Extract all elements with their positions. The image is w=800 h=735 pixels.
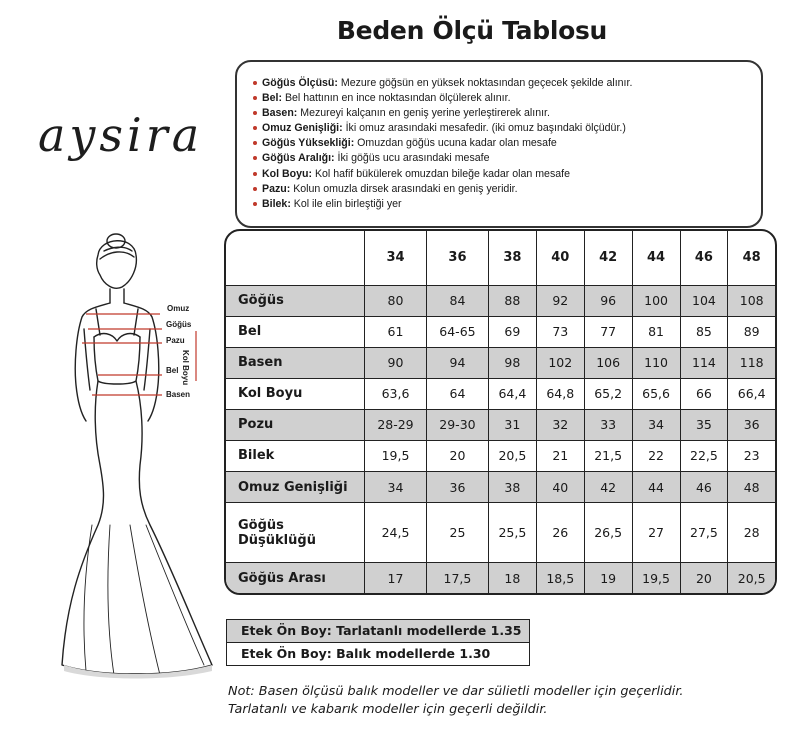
definition-term: Göğüs Yüksekliği: [262,137,355,150]
table-cell: 32 [536,409,584,440]
table-cell: 36 [728,409,775,440]
dress-figure-illustration [0,225,225,685]
table-cell: 98 [488,347,536,378]
definition-text: Bel hattının en ince noktasından ölçülerek alınır. [282,92,511,105]
bullet-icon [253,96,257,100]
table-cell: 28 [728,503,775,563]
pazu-label: Pazu [166,336,185,345]
table-cell: 92 [536,285,584,316]
table-cell: 64,4 [488,378,536,409]
table-cell: 46 [680,471,728,502]
definition-text: Mezureyi kalçanın en geniş yerine yerleştirerek alınır. [297,107,550,120]
table-cell: 118 [728,347,775,378]
bullet-icon [253,126,257,130]
table-row [226,471,775,502]
table-cell: 66 [680,378,728,409]
size-header: 46 [680,231,728,285]
table-cell: 40 [536,471,584,502]
footnote-line: Tarlatanlı ve kabarık modeller için geçerli değildir. [228,702,548,717]
table-cell: 80 [365,285,427,316]
table-cell: 22 [632,440,680,471]
gogus-label: Göğüs [166,320,192,329]
skirt-length-box [226,619,530,666]
bullet-icon [253,141,257,145]
table-cell: 26,5 [584,503,632,563]
table-cell: 114 [680,347,728,378]
table-cell: 27 [632,503,680,563]
table-cell: 90 [365,347,427,378]
definition-term: Kol Boyu: [262,167,313,180]
definition-item [253,167,761,182]
size-header: 36 [426,231,488,285]
row-label: Göğüs Düşüklüğü [238,517,316,548]
table-cell: 38 [488,471,536,502]
table-cell: 34 [365,471,427,502]
table-cell: 24,5 [365,503,427,563]
definition-text: Omuzdan göğüs ucuna kadar olan mesafe [354,137,557,150]
bullet-icon [253,111,257,115]
table-cell: 26 [536,503,584,563]
table-cell: 48 [728,471,775,502]
definition-term: Omuz Genişliği: [262,122,343,135]
table-cell: 23 [728,440,775,471]
table-corner-cell [226,231,365,285]
table-cell: 106 [584,347,632,378]
definition-term: Bilek: [262,197,291,210]
definition-item [253,197,761,212]
table-cell: 36 [426,471,488,502]
table-cell: 69 [488,316,536,347]
table-cell: 65,6 [632,378,680,409]
definition-text: Kolun omuzla dirsek arasındaki en geniş yeridir. [290,182,518,195]
table-cell: 104 [680,285,728,316]
definitions-box [235,60,763,228]
bullet-icon [253,202,257,206]
table-cell: 85 [680,316,728,347]
table-cell: 34 [632,409,680,440]
definition-term: Pazu: [262,182,291,195]
table-row [226,563,775,593]
table-cell: 88 [488,285,536,316]
table-cell: 20 [680,563,728,593]
row-label: Pozu [226,409,365,440]
table-cell: 21,5 [584,440,632,471]
table-cell: 19,5 [632,563,680,593]
basen-label: Basen [166,390,191,399]
table-cell: 64,8 [536,378,584,409]
page-title: Beden Ölçü Tablosu [336,16,608,45]
size-table [224,229,777,595]
table-row [226,378,775,409]
definition-term: Basen: [262,107,298,120]
table-cell: 102 [536,347,584,378]
table-cell: 19 [584,563,632,593]
definition-item [253,106,761,121]
table-cell: 33 [584,409,632,440]
brand-logo: aysira [38,108,204,162]
table-cell: 100 [632,285,680,316]
table-cell: 31 [488,409,536,440]
skirt-length-tarlatan: Etek Ön Boy: Tarlatanlı modellerde 1.35 [227,620,529,643]
table-cell: 29-30 [426,409,488,440]
kol-boyu-label: Kol Boyu [181,350,190,386]
table-cell: 64-65 [426,316,488,347]
table-row [226,440,775,471]
definition-text: Kol ile elin birleştiği yer [290,197,402,210]
definition-term: Göğüs Aralığı: [262,152,335,165]
table-header-row [226,231,775,285]
table-cell: 64 [426,378,488,409]
table-row [226,316,775,347]
definition-item [253,91,761,106]
definition-item [253,76,761,91]
table-cell: 42 [584,471,632,502]
bullet-icon [253,187,257,191]
skirt-length-balik: Etek Ön Boy: Balık modellerde 1.30 [241,646,491,661]
table-cell: 22,5 [680,440,728,471]
table-cell: 66,4 [728,378,775,409]
table-cell: 63,6 [365,378,427,409]
row-label: Göğüs [226,285,365,316]
size-header: 42 [584,231,632,285]
definition-term: Göğüs Ölçüsü: [262,77,338,89]
row-label: Bel [238,324,262,340]
table-cell: 44 [632,471,680,502]
table-cell: 84 [426,285,488,316]
table-cell: 65,2 [584,378,632,409]
table-cell: 73 [536,316,584,347]
definition-item [253,151,761,166]
table-cell: 17,5 [426,563,488,593]
table-cell: 77 [584,316,632,347]
table-cell: 94 [426,347,488,378]
table-cell: 20,5 [488,440,536,471]
row-label: Kol Boyu [238,386,303,402]
table-row [226,347,775,378]
table-cell: 27,5 [680,503,728,563]
row-label: Bilek [238,448,275,464]
table-cell: 17 [365,563,427,593]
size-header: 44 [632,231,680,285]
bullet-icon [253,156,257,160]
table-row [226,503,775,563]
table-cell: 61 [365,316,427,347]
table-cell: 108 [728,285,775,316]
size-header: 34 [365,231,427,285]
table-cell: 18 [488,563,536,593]
bullet-icon [253,81,257,85]
table-cell: 89 [728,316,775,347]
table-cell: 21 [536,440,584,471]
size-header: 40 [536,231,584,285]
definition-item [253,182,761,197]
row-label: Basen [226,347,365,378]
definition-text: İki omuz arasındaki mesafedir. (iki omuz başındaki ölçüdür.) [342,122,626,135]
table-row [226,285,775,316]
size-header: 48 [728,231,775,285]
definition-text: Kol hafif bükülerek omuzdan bileğe kadar olan mesafe [312,167,570,180]
definition-item [253,136,761,151]
table-cell: 35 [680,409,728,440]
table-cell: 28-29 [365,409,427,440]
table-cell: 18,5 [536,563,584,593]
table-cell: 96 [584,285,632,316]
bel-label: Bel [166,366,179,375]
table-cell: 25 [426,503,488,563]
footnote-line: Not: Basen ölçüsü balık modeller ve dar sülietli modeller için geçerlidir. [228,684,684,699]
footnote [228,683,683,719]
table-cell: 20 [426,440,488,471]
bullet-icon [253,172,257,176]
row-label: Göğüs Arası [226,563,365,593]
table-cell: 20,5 [728,563,775,593]
table-cell: 19,5 [365,440,427,471]
table-cell: 25,5 [488,503,536,563]
table-row [226,409,775,440]
definition-item [253,121,761,136]
table-cell: 110 [632,347,680,378]
definition-text: Mezure göğsün en yüksek noktasından geçecek şekilde alınır. [337,77,633,89]
definition-text: İki göğüs ucu arasındaki mesafe [334,152,490,165]
row-label: Omuz Genişliği [226,471,365,502]
omuz-label: Omuz [167,304,190,313]
definition-term: Bel: [262,92,283,105]
size-header: 38 [488,231,536,285]
table-cell: 81 [632,316,680,347]
